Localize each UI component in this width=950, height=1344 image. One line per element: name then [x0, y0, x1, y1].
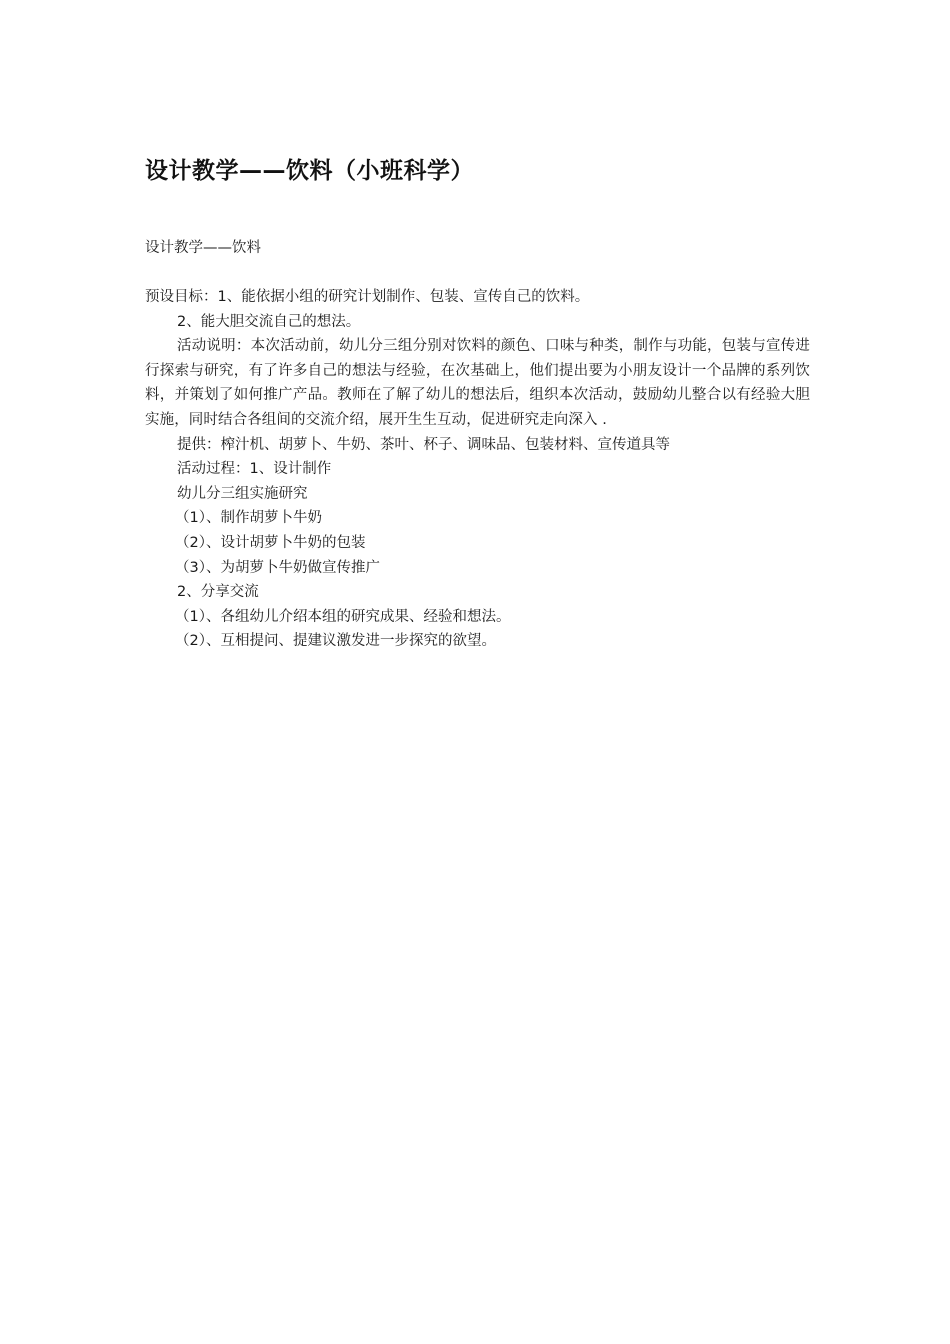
document-subtitle: 设计教学——饮料 [145, 240, 261, 256]
list-item: （1）、制作胡萝卜牛奶 [175, 510, 322, 527]
materials-line: 提供：榨汁机、胡萝卜、牛奶、茶叶、杯子、调味品、包装材料、宣传道具等 [177, 436, 670, 453]
process-heading: 活动过程：1、设计制作 [177, 461, 332, 478]
process-intro: 幼儿分三组实施研究 [177, 485, 308, 502]
step2-heading: 2、分享交流 [177, 584, 259, 601]
goal-line-1: 预设目标：1、能依据小组的研究计划制作、包装、宣传自己的饮料。 [145, 289, 590, 305]
list-item: （3）、为胡萝卜牛奶做宣传推广 [175, 559, 380, 576]
activity-description: 活动说明：本次活动前，幼儿分三组分别对饮料的颜色、口味与种类，制作与功能，包装与宣传进行探索与研究，有了许多自己的想法与经验，在次基础上，他们提出要为小朋友设计一个品牌的系列饮料，并策划了如何推广产品。教师在了解了幼儿的想法后，组织本次活动，鼓励幼儿整合以有经验大胆实施，同时结合各组间的交流介绍，展开生生互动，促进研究走向深入 . [145, 338, 810, 428]
document-body [145, 285, 810, 654]
list-item: （2）、互相提问、提建议激发进一步探究的欲望。 [175, 633, 496, 650]
list-item: （1）、各组幼儿介绍本组的研究成果、经验和想法。 [175, 608, 511, 625]
list-item: （2）、设计胡萝卜牛奶的包装 [175, 534, 366, 551]
document-title: 设计教学——饮料（小班科学） [145, 158, 474, 184]
goal-line-2: 2、能大胆交流自己的想法。 [177, 313, 361, 330]
